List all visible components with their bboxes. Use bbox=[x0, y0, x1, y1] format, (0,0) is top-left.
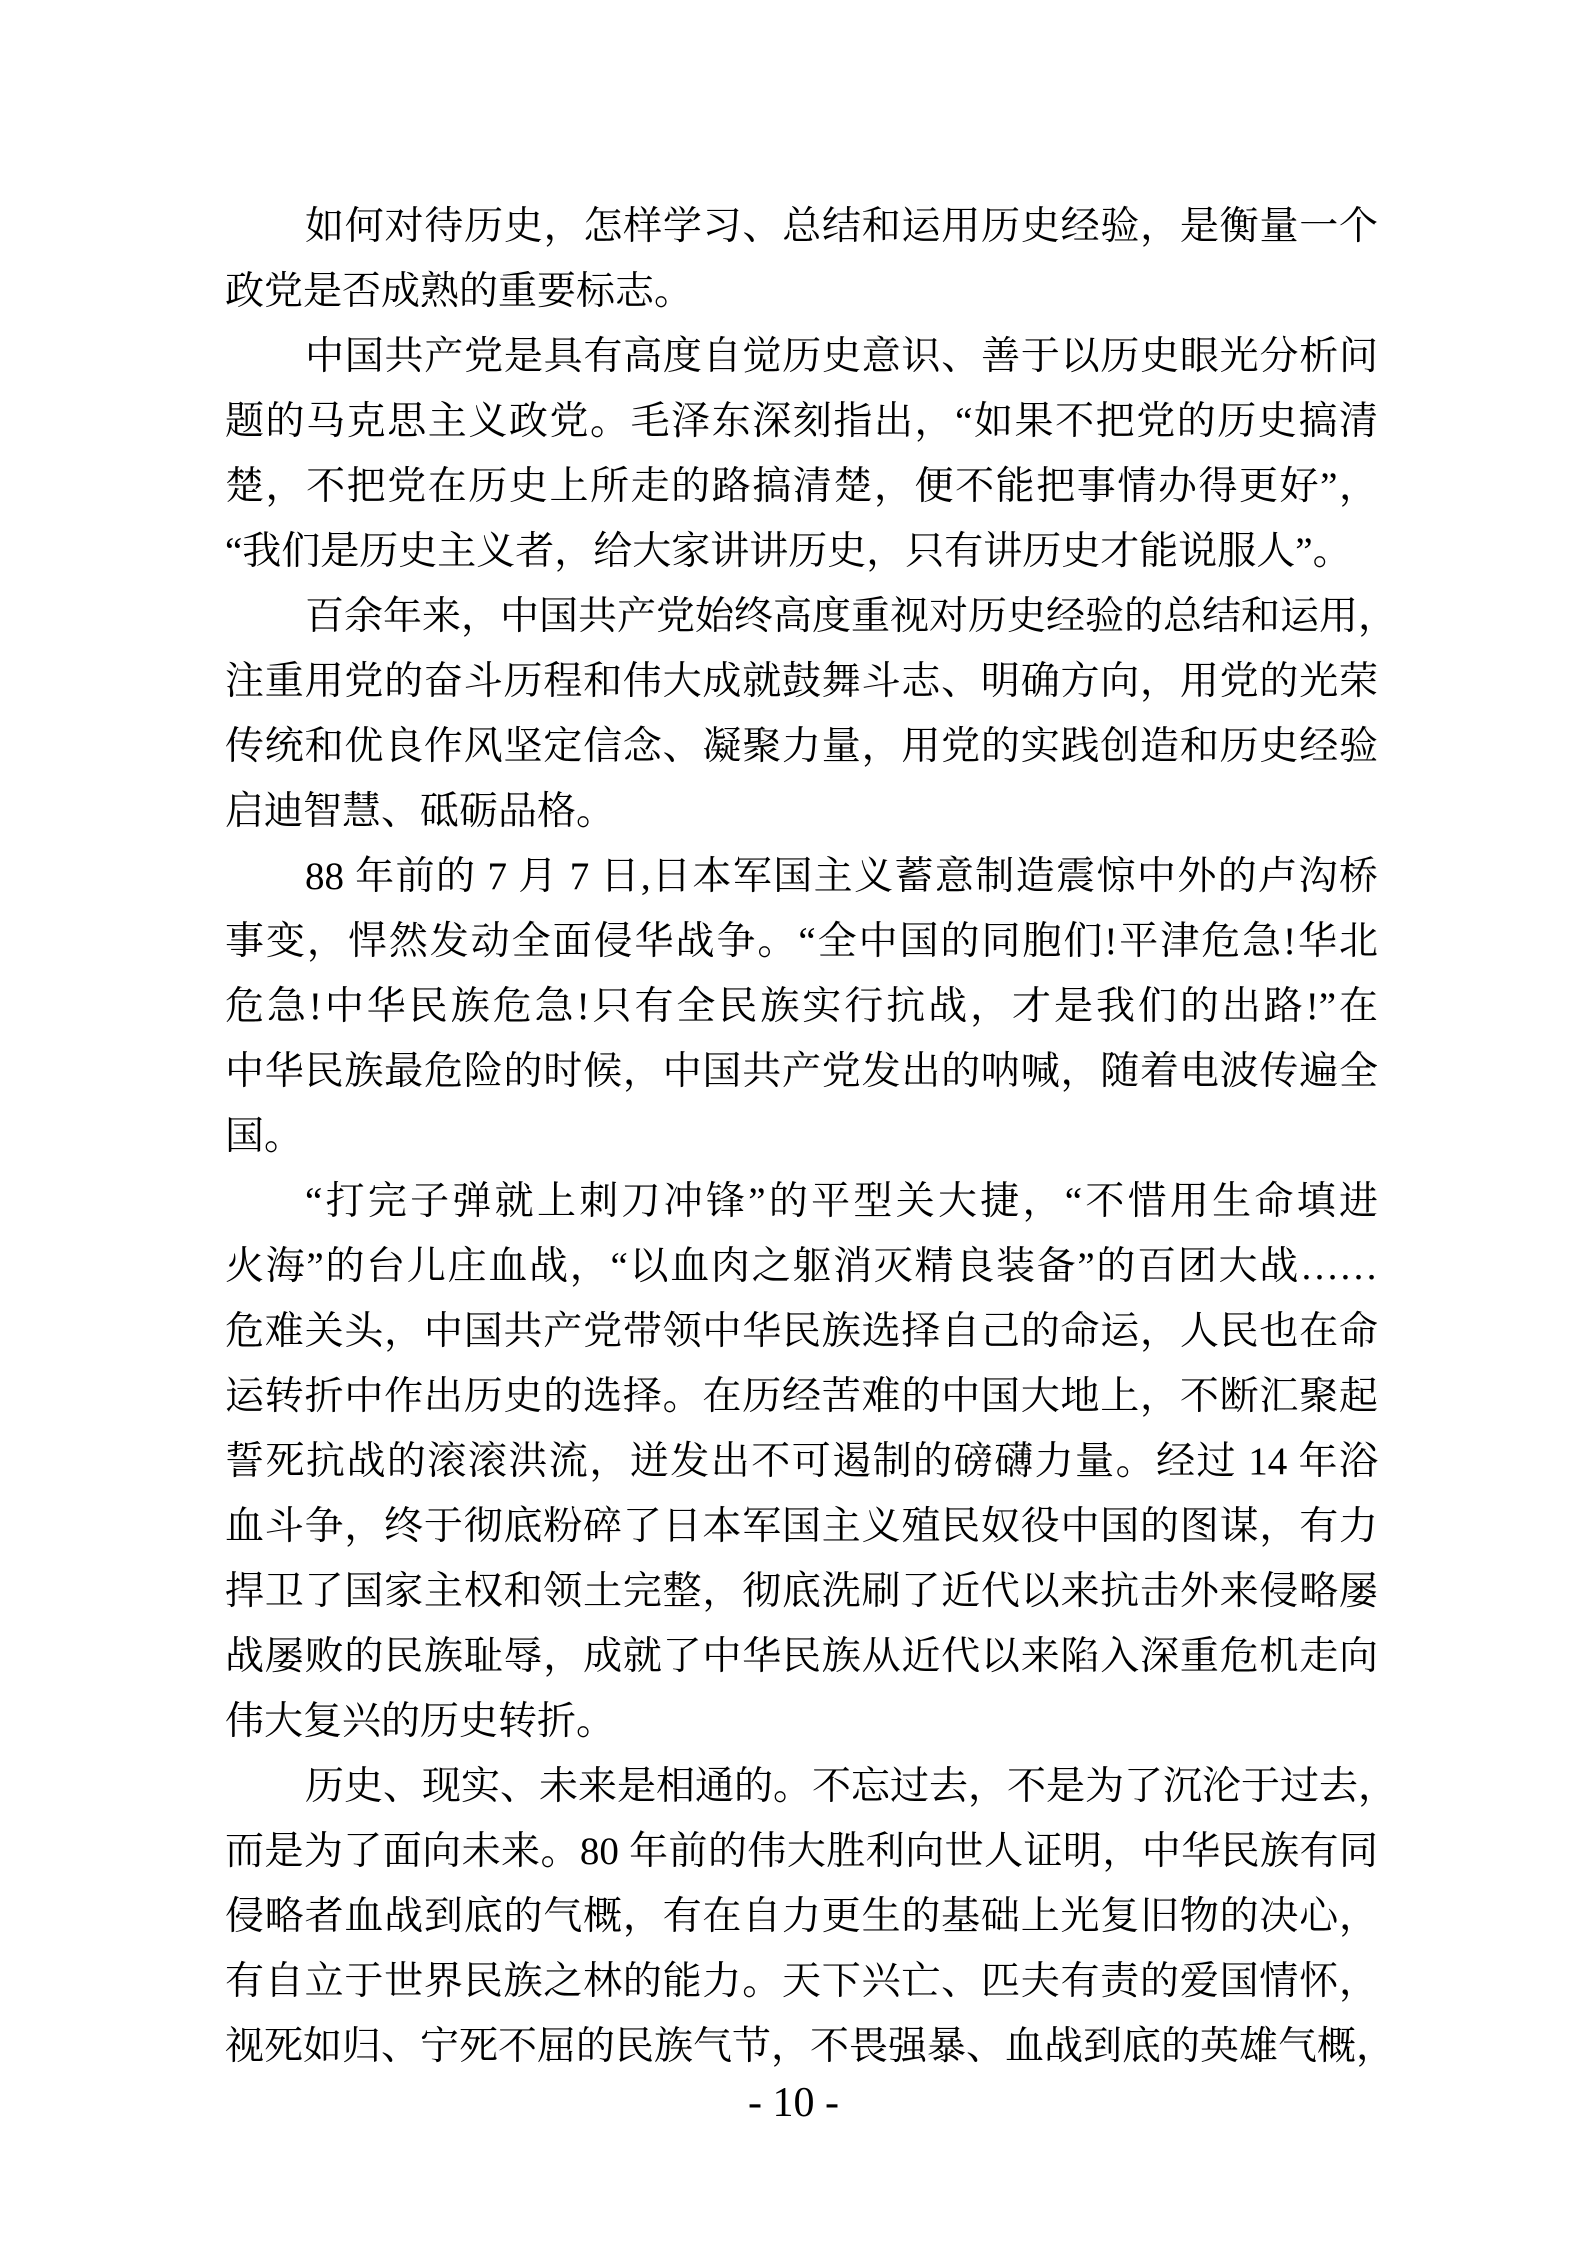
text-line: 启迪智慧、砥砺品格。 bbox=[225, 790, 616, 833]
text-line: 侵略者血战到底的气概，有在自力更生的基础上光复旧物的决心， bbox=[225, 1895, 1378, 1938]
page-number: - 10 - bbox=[748, 2080, 839, 2126]
text-line: 捍卫了国家主权和领土完整，彻底洗刷了近代以来抗击外来侵略屡 bbox=[225, 1570, 1378, 1613]
text-line: “我们是历史主义者，给大家讲讲历史，只有讲历史才能说服人”。 bbox=[225, 530, 1352, 573]
text-line: 中国共产党是具有高度自觉历史意识、善于以历史眼光分析问 bbox=[305, 335, 1378, 378]
document-body bbox=[225, 194, 1398, 2079]
text-line: 注重用党的奋斗历程和伟大成就鼓舞斗志、明确方向，用党的光荣 bbox=[225, 660, 1378, 703]
text-line: 88 年前的 7 月 7 日,日本军国主义蓄意制造震惊中外的卢沟桥 bbox=[305, 855, 1378, 898]
text-line: 国。 bbox=[225, 1115, 304, 1158]
text-line: 危难关头，中国共产党带领中华民族选择自己的命运，人民也在命 bbox=[225, 1310, 1378, 1353]
text-line: 百余年来，中国共产党始终高度重视对历史经验的总结和运用， bbox=[305, 595, 1398, 638]
text-line: 而是为了面向未来。80 年前的伟大胜利向世人证明，中华民族有同 bbox=[225, 1830, 1378, 1873]
text-line: 事变，悍然发动全面侵华战争。“全中国的同胞们!平津危急!华北 bbox=[225, 920, 1378, 963]
text-line: 视死如归、宁死不屈的民族气节，不畏强暴、血战到底的英雄气概， bbox=[225, 2025, 1396, 2068]
text-line: “打完子弹就上刺刀冲锋”的平型关大捷，“不惜用生命填进 bbox=[305, 1180, 1378, 1223]
text-line: 战屡败的民族耻辱，成就了中华民族从近代以来陷入深重危机走向 bbox=[225, 1635, 1378, 1678]
text-line: 政党是否成熟的重要标志。 bbox=[225, 270, 694, 313]
text-line: 危急!中华民族危急!只有全民族实行抗战，才是我们的出路!”在 bbox=[225, 985, 1378, 1028]
text-line: 传统和优良作风坚定信念、凝聚力量，用党的实践创造和历史经验 bbox=[225, 725, 1378, 768]
text-line: 如何对待历史，怎样学习、总结和运用历史经验，是衡量一个 bbox=[305, 205, 1378, 248]
text-line: 火海”的台儿庄血战，“以血肉之躯消灭精良装备”的百团大战…… bbox=[225, 1245, 1378, 1288]
text-line: 中华民族最危险的时候，中国共产党发出的呐喊，随着电波传遍全 bbox=[225, 1050, 1378, 1093]
text-line: 运转折中作出历史的选择。在历经苦难的中国大地上，不断汇聚起 bbox=[225, 1375, 1378, 1418]
text-line: 誓死抗战的滚滚洪流，迸发出不可遏制的磅礴力量。经过 14 年浴 bbox=[225, 1440, 1378, 1483]
text-line: 楚，不把党在历史上所走的路搞清楚，便不能把事情办得更好”， bbox=[225, 465, 1378, 508]
text-line: 有自立于世界民族之林的能力。天下兴亡、匹夫有责的爱国情怀， bbox=[225, 1960, 1378, 2003]
text-line: 血斗争，终于彻底粉碎了日本军国主义殖民奴役中国的图谋，有力 bbox=[225, 1505, 1378, 1548]
text-line: 伟大复兴的历史转折。 bbox=[225, 1700, 616, 1743]
text-line: 题的马克思主义政党。毛泽东深刻指出，“如果不把党的历史搞清 bbox=[225, 400, 1378, 443]
text-line: 历史、现实、未来是相通的。不忘过去，不是为了沉沦于过去， bbox=[305, 1765, 1398, 1808]
